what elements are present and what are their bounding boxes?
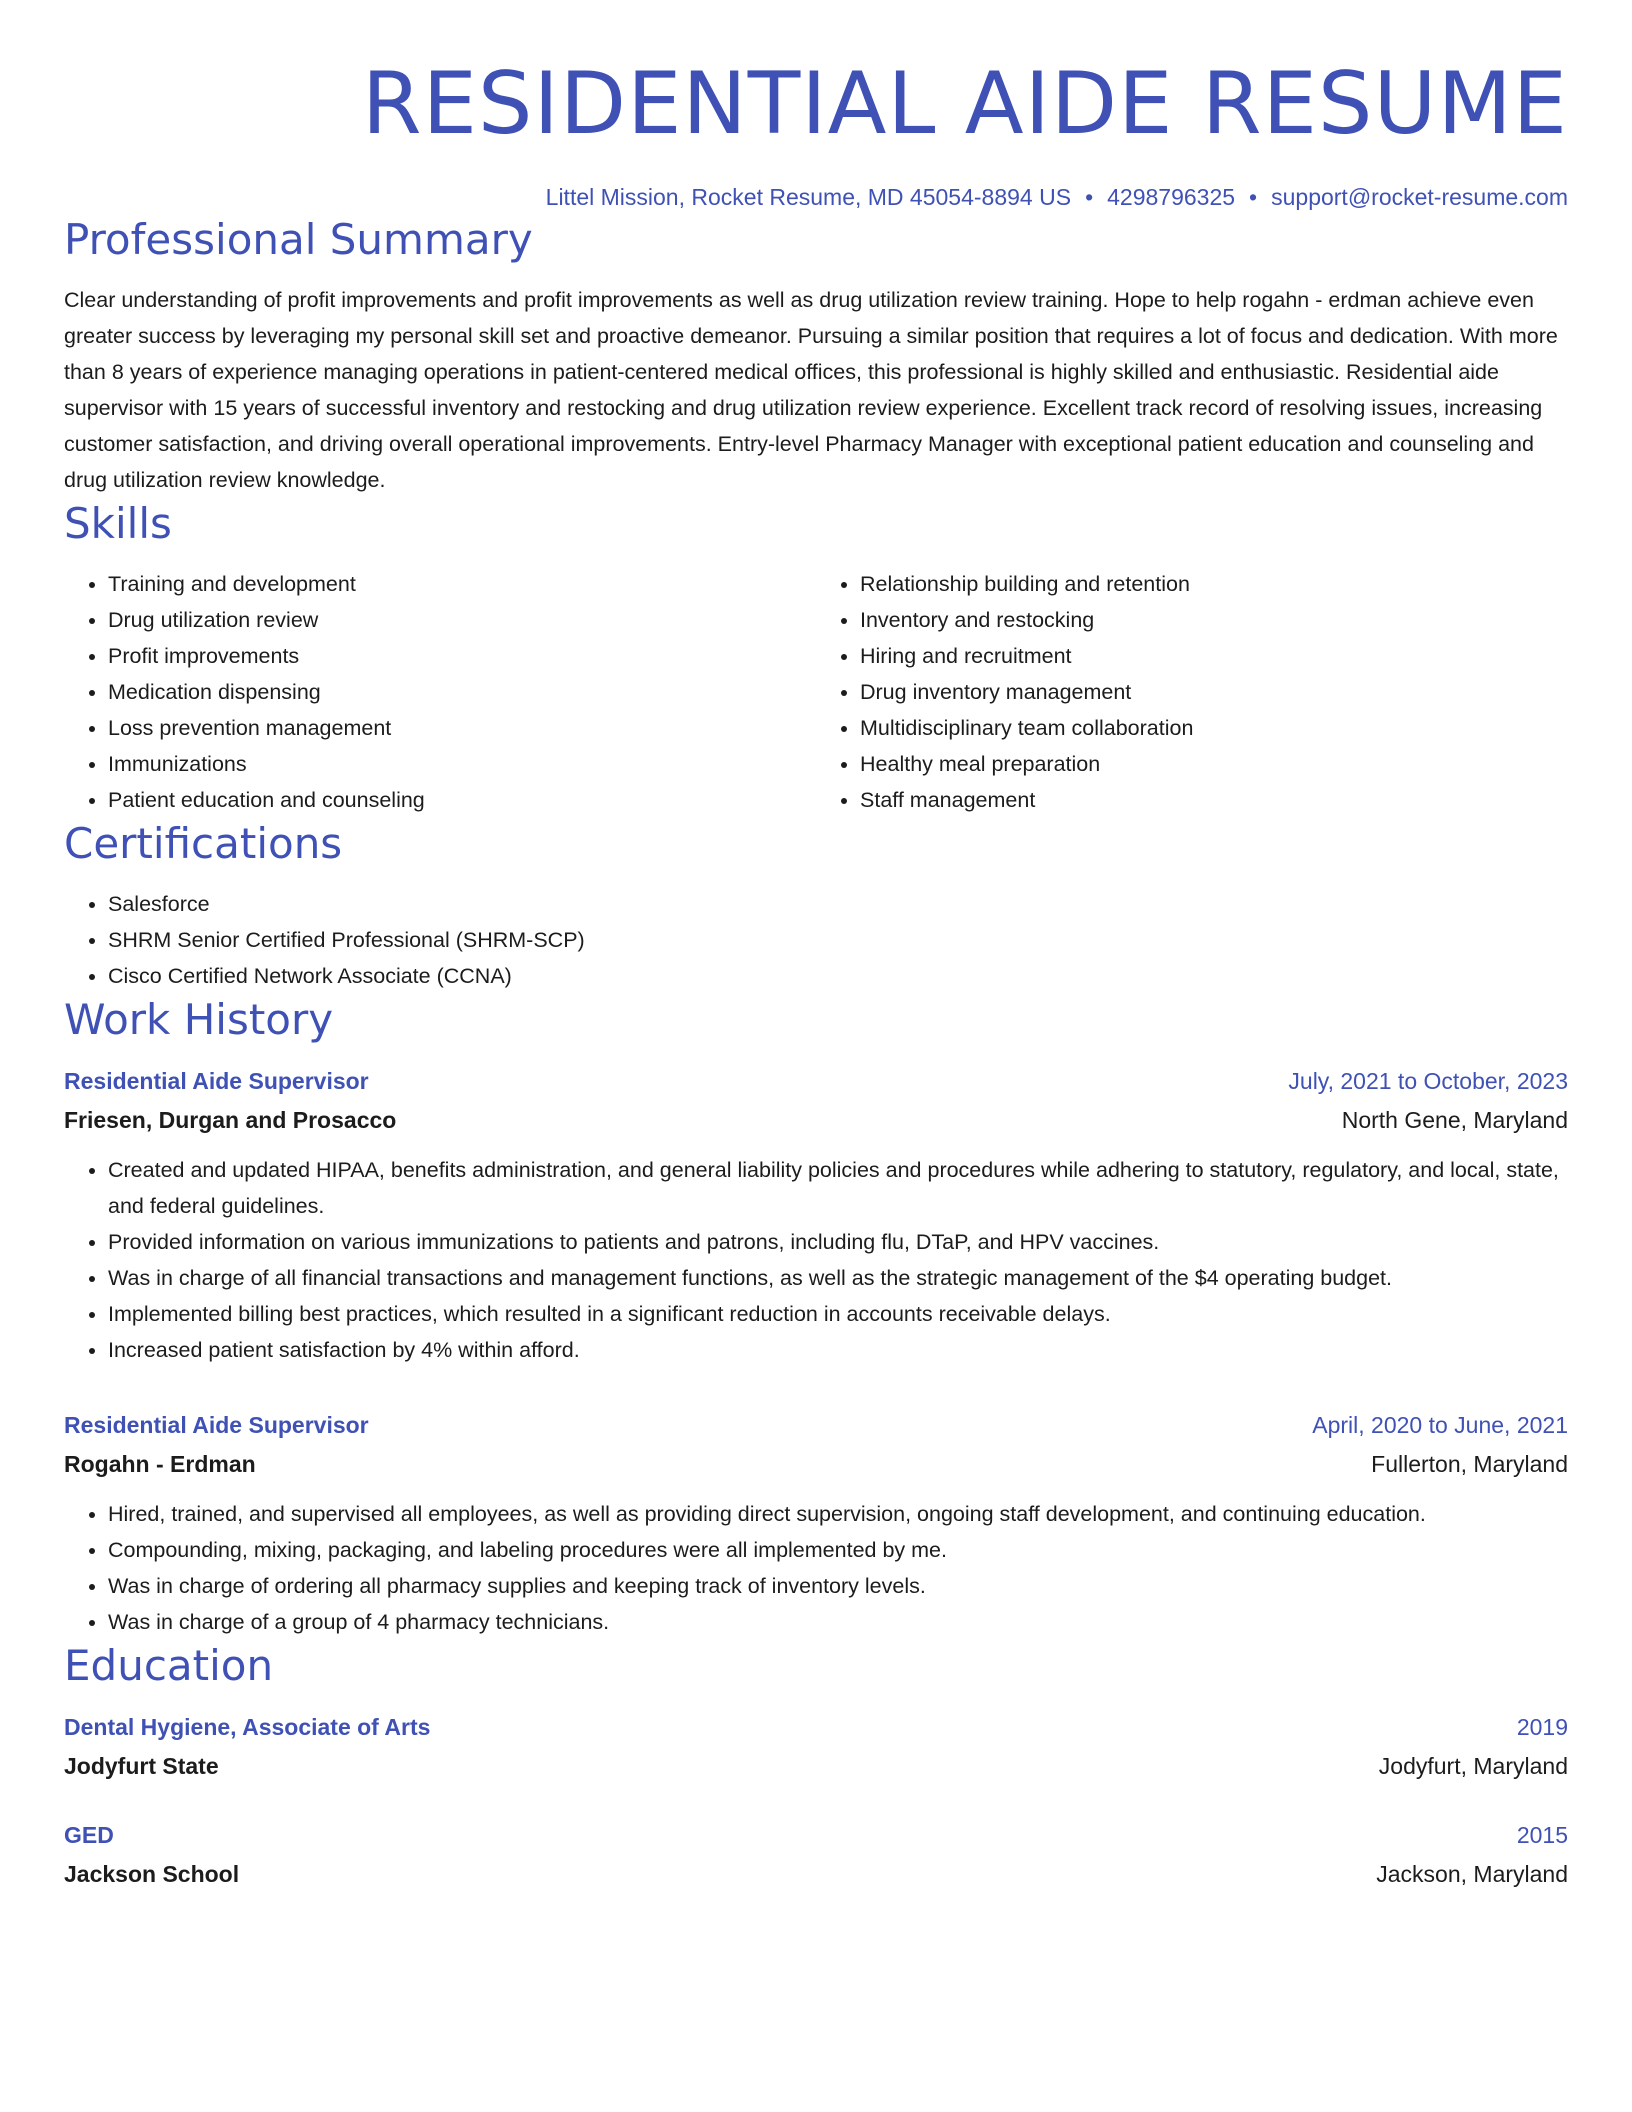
skill-item: • Drug utilization review <box>108 602 816 638</box>
job-entry <box>64 1062 1568 1368</box>
job-bullet: • Created and updated HIPAA, benefits administration, and general liability policies and procedures while adhering to statutory, regulatory, and local, state, and federal guidelines. <box>108 1152 1568 1224</box>
skill-item: • Loss prevention management <box>108 710 816 746</box>
education-year: 2015 <box>1516 1822 1568 1848</box>
job-company: Friesen, Durgan and Prosacco <box>64 1107 397 1133</box>
contact-separator: • <box>1249 184 1258 210</box>
job-location: North Gene, Maryland <box>1341 1107 1568 1133</box>
job-dates: July, 2021 to October, 2023 <box>1288 1068 1568 1094</box>
skills-list-right <box>816 566 1568 818</box>
skill-item: • Staff management <box>860 782 1568 818</box>
education-location: Jackson, Maryland <box>1376 1861 1568 1887</box>
skill-item: • Drug inventory management <box>860 674 1568 710</box>
skill-item: • Immunizations <box>108 746 816 782</box>
job-bullet: • Was in charge of all financial transactions and management functions, as well as the strategic management of the $4 operating budget. <box>108 1260 1568 1296</box>
skill-item: • Healthy meal preparation <box>860 746 1568 782</box>
job-bullets <box>64 1496 1568 1640</box>
work-history-heading: Work History <box>64 995 334 1044</box>
skill-item: • Multidisciplinary team collaboration <box>860 710 1568 746</box>
certifications-list <box>64 886 1568 994</box>
job-bullet: • Increased patient satisfaction by 4% within afford. <box>108 1332 1568 1368</box>
job-company: Rogahn - Erdman <box>64 1451 256 1477</box>
job-bullet: • Implemented billing best practices, which resulted in a significant reduction in accounts receivable delays. <box>108 1296 1568 1332</box>
job-bullet: • Hired, trained, and supervised all employees, as well as providing direct supervision, ongoing staff development, and continuing education. <box>108 1496 1568 1532</box>
summary-heading: Professional Summary <box>64 215 533 264</box>
education-year: 2019 <box>1516 1714 1568 1740</box>
skills-grid <box>64 566 1568 818</box>
education-heading: Education <box>64 1641 274 1690</box>
education-degree: Dental Hygiene, Associate of Arts <box>64 1714 431 1740</box>
contact-line <box>64 180 1568 214</box>
job-bullet: • Provided information on various immunizations to patients and patrons, including flu, DTaP, and HPV vaccines. <box>108 1224 1568 1260</box>
job-bullets <box>64 1152 1568 1368</box>
skills-list-left <box>64 566 816 818</box>
job-bullet: • Was in charge of a group of 4 pharmacy technicians. <box>108 1604 1568 1640</box>
education-school: Jodyfurt State <box>64 1753 219 1779</box>
job-bullet: • Compounding, mixing, packaging, and labeling procedures were all implemented by me. <box>108 1532 1568 1568</box>
job-title: Residential Aide Supervisor <box>64 1068 369 1094</box>
contact-email: support@rocket-resume.com <box>1271 184 1568 210</box>
skill-item: • Inventory and restocking <box>860 602 1568 638</box>
contact-phone: 4298796325 <box>1107 184 1236 210</box>
summary-text: Clear understanding of profit improvements and profit improvements as well as drug utilization review training. Hope to help rogahn - erdman achieve even greater success by leveraging my personal skill set and proactive demeanor. Pursuing a similar position that requires a lot of focus and dedication. With more than 8 years of experience managing operations in patient-centered medical offices, this professional is highly skilled and enthusiastic. Residential aide supervisor with 15 years of successful inventory and restocking and drug utilization review experience. Excellent track record of resolving issues, increasing customer satisfaction, and driving overall operational improvements. Entry-level Pharmacy Manager with exceptional patient education and counseling and drug utilization review knowledge. <box>64 288 1558 492</box>
skill-item: • Hiring and recruitment <box>860 638 1568 674</box>
contact-separator: • <box>1085 184 1094 210</box>
skill-item: • Medication dispensing <box>108 674 816 710</box>
job-entry <box>64 1406 1568 1640</box>
skill-item: • Training and development <box>108 566 816 602</box>
job-title: Residential Aide Supervisor <box>64 1412 369 1438</box>
education-entry <box>64 1816 1568 1894</box>
job-dates: April, 2020 to June, 2021 <box>1312 1412 1568 1438</box>
certification-item: • Salesforce <box>108 886 1568 922</box>
skill-item: • Patient education and counseling <box>108 782 816 818</box>
certification-item: • SHRM Senior Certified Professional (SHRM-SCP) <box>108 922 1568 958</box>
education-entry <box>64 1708 1568 1786</box>
resume-title: RESIDENTIAL AIDE RESUME <box>361 54 1568 154</box>
skill-item: • Relationship building and retention <box>860 566 1568 602</box>
education-degree: GED <box>64 1822 114 1848</box>
education-school: Jackson School <box>64 1861 240 1887</box>
job-location: Fullerton, Maryland <box>1371 1451 1568 1477</box>
education-location: Jodyfurt, Maryland <box>1378 1753 1568 1779</box>
job-bullet: • Was in charge of ordering all pharmacy supplies and keeping track of inventory levels. <box>108 1568 1568 1604</box>
skills-heading: Skills <box>64 499 172 548</box>
contact-address: Littel Mission, Rocket Resume, MD 45054-8894 US <box>545 184 1072 210</box>
skill-item: • Profit improvements <box>108 638 816 674</box>
certifications-heading: Certifications <box>64 819 343 868</box>
certification-item: • Cisco Certified Network Associate (CCNA) <box>108 958 1568 994</box>
